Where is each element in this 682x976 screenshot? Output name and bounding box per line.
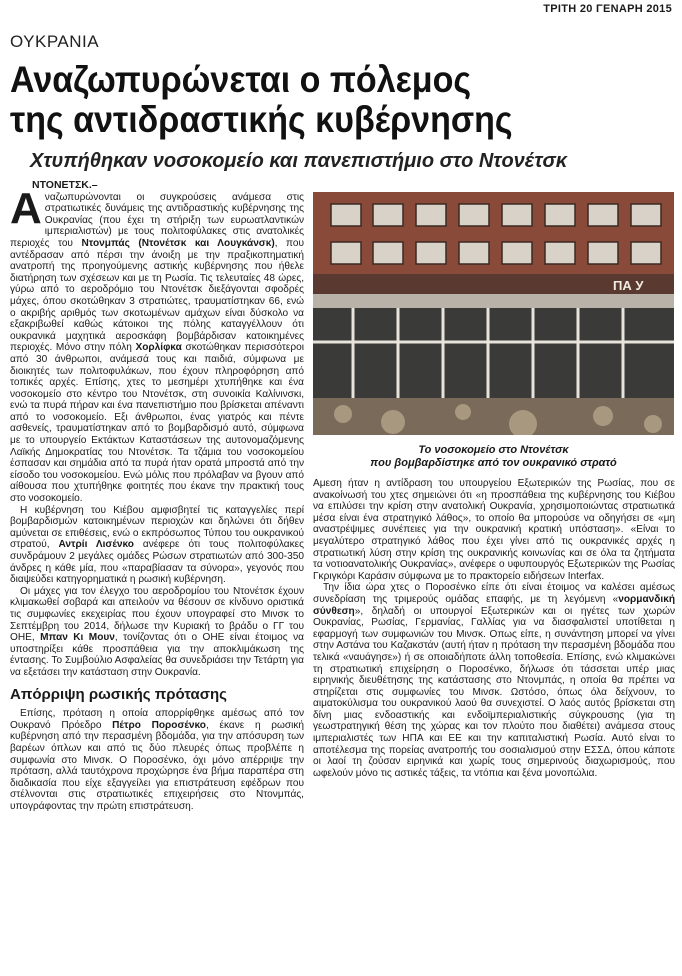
person-name: Πέτρο Ποροσένκο [112, 719, 206, 731]
place-name: Χορλίφκα [135, 342, 182, 354]
text-run: , που αντέδρασαν από πέρσι την άνοιξη με την πραξικοπηματική ανατροπή της προηγούμενης αστικής κυβέρνησης που ήθελε διατήρηση των σχέσεων και με τη Ρωσία. Τις τελευταίες 48 ώρες, γύρω από το αεροδρόμιο του Ντονέτσκ διεξάγονται σφοδρές μάχες, όπου σκοτώθηκαν 3 στρατιώτες, τραυματίστηκαν 66, ενώ ο ακριβής αριθμός των σκοτωμένων αμάχων είναι δύσκολο να εξακριβωθεί καθώς κάτοικοι της πόλης καταγγέλλουν ότι ουκρανικά μαχητικά αεροσκάφη βομβάρδισαν κατοικημένες περιοχές. Μόνο στην πόλη [10, 237, 304, 354]
text-run: , τονίζοντας ότι ο ΟΗΕ είναι έτοιμος να υποστηρίξει κάθε προσπάθεια για την αποκλιμάκωση της έντασης. Το Συμβούλιο Ασφαλείας θα συνεδριάσει την Τετάρτη για να εξετάσει την κατάσταση στην Ουκρανία. [10, 632, 304, 678]
caption-line-2: που βομβαρδίστηκε από τον ουκρανικό στρατό [370, 457, 617, 469]
text-run: », δηλαδή οι υπουργοί Εξωτερικών και οι ηγέτες των χωρών Ουκρανίας, Ρωσίας, Γερμανίας, Γαλλίας για να διασφαλιστεί υποτίθεται η εφαρμογή των συμφωνιών του Μινσκ. Οπως είπε, η συνάντηση μπορεί να γίνει στην Αστάνα του Καζακστάν (αυτή ήταν η πρόταση την περασμένη βδομάδα που τελικά «ναυάγησε») ή σε οποιαδήποτε άλλη τοποθεσία. Επίσης, ενώ κλιμακώνει τη στρατιωτική επιχείρηση ο Ποροσένκο, δήλωσε ότι τάσσεται υπέρ μιας ειρηνικής διευθέτησης της κατάστασης στο Ντονμπάς, η οποία θα πρέπει να στηρίζεται στις συμφωνίες του Μινσκ. Ωστόσο, όπως όλα δείχνουν, το αιματοκύλισμα του ουκρανικού λαού θα συνεχιστεί. Ο λαός αυτός βρίσκεται στη δίνη μιας ενδοαστικής και ενδοϊμπεριαλιστικής σύγκρουσης (για τη γεωστρατηγική θέση της χώρας και τον πλούτο που διαθέτει) ανάμεσα στους ιμπεριαλιστές των ΗΠΑ και ΕΕ και την καπιταλιστική Ρωσία. Αυτό είναι το αποτέλεσμα της πορείας ανατροπής του σοσιαλισμού στην ΕΣΣΔ, όπου κάποτε οι λαοί τη ζούσαν ειρηνικά και χωρίς τους σημερινούς διαχωρισμούς, που ωφελούν μόνο τις αστικές τάξεις, τα ντόπια και ξένα μονοπώλια. [313, 605, 675, 779]
text-run: Επίσης, πρόταση η οποία απορρίφθηκε αμέσως από τον Ουκρανό Πρόεδρο [10, 708, 304, 731]
hospital-photo [313, 192, 674, 435]
text-run: ανέφερε ότι τους πολιτοφύλακες συνδράμουν 2 μεγάλες ομάδες Ρώσων στρατιωτών από 300-350 άνδρες η κάθε μία, που «παραβίασαν τα σύνορα», γεγονός που διαψεύδει κατηγορηματικά η ρωσική κυβέρνηση. [10, 539, 304, 586]
photo-caption [313, 444, 674, 470]
person-name: Μπαν Κι Μουν [40, 632, 115, 644]
drop-cap: Α [10, 183, 42, 233]
paragraph-5: Αμεση ήταν η αντίδραση του υπουργείου Εξωτερικών της Ρωσίας, που σε ανακοίνωσή του χτες σημειώνει ότι «η προσπάθεια της κυβέρνησης του Κιέβου να επιλύσει την κρίση στην ανατολική Ουκρανία, χρησιμοποιώντας στρατιωτικά μέσα είναι ένα στρατηγικό λάθος», το οποίο θα μπορούσε να οδηγήσει σε «μη αναστρέψιμες συνέπειες για την ουκρανική κρατική υπόσταση». «Είναι το μεγαλύτερο στρατηγικό λάθος που έχει γίνει από τις ουκρανικές αρχές η στρατιωτική λύση στην κρίση της ουκρανικής κοινωνίας και σε όλα τα ζητήματα τα νοτιοανατολικής Ουκρανίας», ανέφερε ο υφυπουργός Εξωτερικών της Ρωσίας Γκριγκόρι Καράσιν σύμφωνα με το πρακτορείο ειδήσεων Interfax. [313, 478, 675, 582]
building-sign: ΠΑ У [613, 278, 644, 293]
section-subtitle: Απόρριψη ρωσικής πρότασης [10, 685, 227, 703]
text-run: ναζωπυρώνονται οι συγκρούσεις ανάμεσα στις στρατιωτικές δυνάμεις της αντιδραστικής κυβέρνησης της Ουκρανίας (που έχει τη στήριξη των ευρωατλαντικών ιμπεριαλιστών) με τους πολιτοφύλακες στις ανατολικές περιοχές του [10, 191, 304, 249]
emphasis: νορμανδική σύνθεση [313, 593, 675, 617]
text-run: Την ίδια ώρα χτες ο Ποροσένκο είπε ότι είναι έτοιμος να καλέσει αμέσως συνεδρίαση της τριμερούς ομάδας επαφής, με τη λεγόμενη « [313, 582, 675, 605]
left-column [10, 180, 304, 812]
hospital-photo-image [313, 192, 674, 435]
paragraph-2 [10, 505, 304, 586]
dateline: ΝΤΟΝΕΤΣΚ.– [32, 179, 98, 191]
headline-line-1: Αναζωπυρώνεται ο πόλεμος [10, 59, 472, 100]
headline [10, 60, 617, 140]
paragraph-6 [313, 582, 675, 779]
section-label: ΟΥΚΡΑΝΙΑ [10, 32, 100, 51]
text-run: , έκανε η ρωσική κυβέρνηση από την περασμένη βδομάδα, για την απόσυρση των βαρέων όπλων και από τις δύο πλευρές όπως προβλέπε η συμφωνία στο Μινσκ. Ο Ποροσένκο, όχι μόνο απέρριψε την πρόταση, αλλά ταυτόχρονα προχώρησε ένα βήμα παραπέρα στη διαδικασία που είχε εξαγγείλει για επιστράτευση εφέδρων που στέλνονται στις στρατιωτικές επιχειρήσεις στο Ντονμπάς, υπογράφοντας την πρώτη επιστράτευση. [10, 719, 304, 812]
subheadline: Χτυπήθηκαν νοσοκομείο και πανεπιστήμιο στο Ντονέτσκ [30, 150, 568, 172]
person-name: Αντρίι Λισένκο [58, 539, 134, 551]
place-name: Ντονμπάς (Ντονέτσκ και Λουγκάνσκ) [81, 237, 275, 249]
headline-line-2: της αντιδραστικής κυβέρνησης [10, 99, 513, 140]
text-run: Η κυβέρνηση του Κιέβου αμφισβητεί τις καταγγελίες περί βομβαρδισμών κατοικημένων περιοχών και δηλώνει ότι δήθεν αμύνεται σε επιθέσεις, ενώ ο εκπρόσωπος Τύπου του ουκρανικού στρατού, [10, 504, 304, 551]
text-run: σκοτώθηκαν περισσότεροι από 30 άνθρωποι, ανάμεσά τους και παιδιά, σύμφωνα με διοικητές των πολιτοφυλάκων, που έχουν πληροφόρηση από τοπικές αρχές. Επίσης, χτες το μεσημέρι χτυπήθηκε και ένα νοσοκομείο στο κέντρο του Ντονέτσκ, στη συνοικία Καλίνινσκι, ενώ τα πυρά πήραν και ένα πανεπιστήμιο που βρίσκεται απέναντι από το νοσοκομείο. Εξι άνθρωποι, ένας γιατρός και πέντε ασθενείς, τραυματίστηκαν από το βομβαρδισμό αυτό, σύμφωνα με το υπουργείο Εκτάκτων Καταστάσεων της αυτονομαζόμενης Λαϊκής Δημοκρατίας του Ντονέτσκ. Τα τζάμια του νοσοκομείου έσπασαν και σημάδια από τα πυρά ήταν ορατά μπροστά από την είσοδο του νοσοκομείου. Ενώ μόλις που πρόλαβαν να βγουν από αίθουσα που χτυπήθηκε φοιτητές που έκανε την πρακτική τους στο νοσοκομείο. [10, 342, 304, 505]
paragraph-4 [10, 708, 304, 812]
text-run: Οι μάχες για τον έλεγχο του αεροδρομίου του Ντονέτσκ έχουν κλιμακωθεί σοβαρά και απειλούν να θέσουν σε κίνδυνο οριστικά τις συμφωνίες εκεχειρίας που έχουν υπογραφεί στο Μινσκ το Σεπτέμβρη του 2014, δήλωσε την Κυριακή το βράδυ ο ΓΓ του ΟΗΕ, [10, 585, 304, 644]
issue-date: ΤΡΙΤΗ 20 ΓΕΝΑΡΗ 2015 [543, 3, 672, 15]
paragraph-3 [10, 586, 304, 679]
caption-line-1: Το νοσοκομείο στο Ντονέτσκ [418, 444, 569, 456]
right-column [313, 478, 675, 779]
